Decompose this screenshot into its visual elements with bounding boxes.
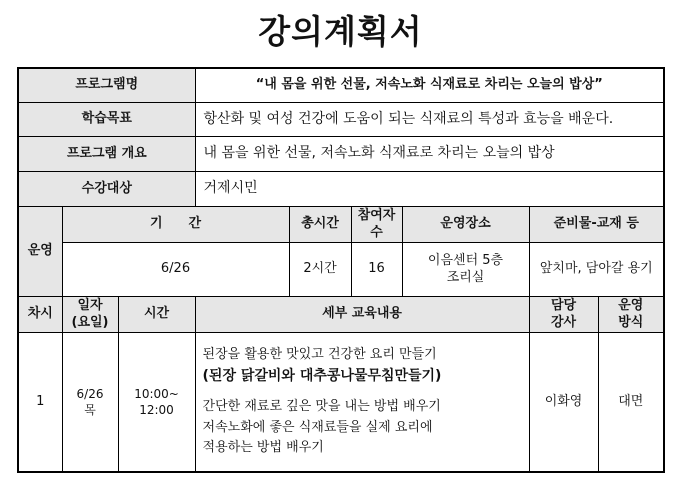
operation-label: 운영 <box>18 206 62 296</box>
session-time-start: 10:00~ <box>134 386 179 401</box>
program-overview-label: 프로그램 개요 <box>18 136 195 171</box>
method-header-line-1: 운영 <box>618 297 644 313</box>
time-header: 시간 <box>118 296 195 332</box>
target-audience-value: 거제시민 <box>195 171 664 206</box>
instructor-header-line-2: 강사 <box>550 315 577 331</box>
operation-hours-value: 2시간 <box>289 242 351 296</box>
session-date <box>62 332 118 472</box>
operation-participants-header: 참여자수 <box>351 206 402 242</box>
instructor-header-line-1: 담당 <box>550 297 577 313</box>
operation-values-row <box>18 242 664 296</box>
content-line-5: 적용하는 방법 배우기 <box>202 440 324 456</box>
program-overview-value: 내 몸을 위한 선물, 저속노화 식재료로 차리는 오늘의 밥상 <box>195 136 664 171</box>
session-header: 차시 <box>18 296 62 332</box>
operation-period-header: 기 간 <box>62 206 289 242</box>
session-method: 대면 <box>598 332 664 472</box>
operation-participants-value: 16 <box>351 242 402 296</box>
date-header-line-1: 일자 <box>77 297 103 313</box>
content-line-1: 된장을 활용한 맛있고 건강한 요리 만들기 <box>202 346 437 362</box>
content-line-2: (된장 닭갈비와 대추콩나물무침만들기) <box>202 368 442 385</box>
operation-supplies-value: 앞치마, 담아갈 용기 <box>529 242 664 296</box>
target-audience-row <box>18 171 664 206</box>
learning-goal-value: 항산화 및 여성 건강에 도움이 되는 식재료의 특성과 효능을 배운다. <box>195 102 664 136</box>
session-number: 1 <box>18 332 62 472</box>
operation-period-value: 6/26 <box>62 242 289 296</box>
instructor-header <box>529 296 598 332</box>
date-header <box>62 296 118 332</box>
lecture-plan-table <box>17 67 665 473</box>
table-row <box>18 332 664 472</box>
operation-place-line-2: 조리실 <box>446 270 485 286</box>
target-audience-label: 수강대상 <box>18 171 195 206</box>
session-time-end: 12:00 <box>139 402 174 417</box>
method-header <box>598 296 664 332</box>
operation-place-line-1: 이음센터 5층 <box>427 252 504 268</box>
method-header-line-2: 방식 <box>618 315 644 331</box>
program-name-row <box>18 68 664 102</box>
program-name-value: “내 몸을 위한 선물, 저속노화 식재료로 차리는 오늘의 밥상” <box>195 68 664 102</box>
page-title: 강의계획서 <box>258 12 423 51</box>
program-name-label: 프로그램명 <box>18 68 195 102</box>
learning-goal-row <box>18 102 664 136</box>
session-content <box>195 332 529 472</box>
learning-goal-label: 학습목표 <box>18 102 195 136</box>
schedule-header-row <box>18 296 664 332</box>
content-line-4: 저속노화에 좋은 식재료들을 실제 요리에 <box>202 419 433 435</box>
session-date-value: 6/26 <box>76 386 104 401</box>
operation-supplies-header: 준비물-교재 등 <box>529 206 664 242</box>
operation-place-value <box>402 242 529 296</box>
operation-hours-header: 총시간 <box>289 206 351 242</box>
date-header-line-2: (요일) <box>71 315 109 331</box>
program-overview-row <box>18 136 664 171</box>
content-header: 세부 교육내용 <box>195 296 529 332</box>
session-weekday: 목 <box>84 402 96 417</box>
operation-header-row <box>18 206 664 242</box>
session-instructor: 이화영 <box>529 332 598 472</box>
operation-place-header: 운영장소 <box>402 206 529 242</box>
session-time <box>118 332 195 472</box>
content-line-3: 간단한 재료로 깊은 맛을 내는 방법 배우기 <box>202 398 441 414</box>
